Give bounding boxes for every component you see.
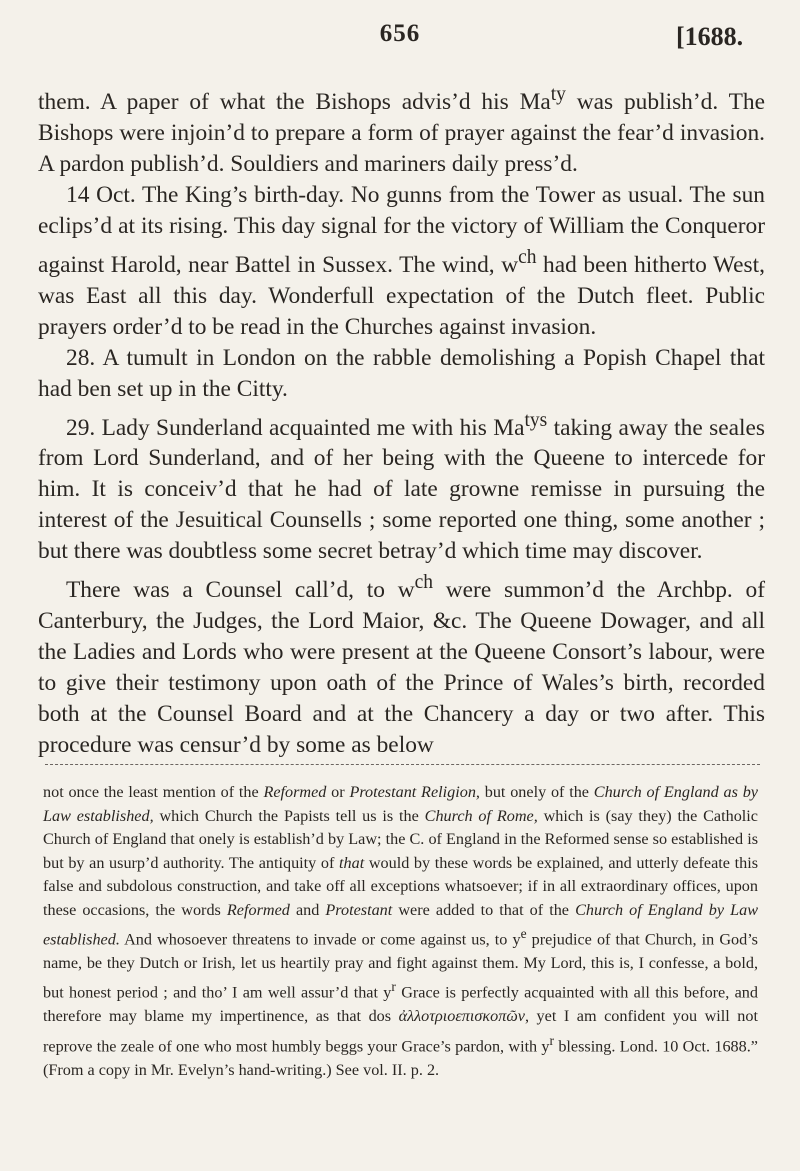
text-run: 29. Lady Sunderland acquainted me with his Ma	[66, 414, 525, 441]
text-run: was publish’d. The Bishops were injoin’d to prepare a form of prayer against the fear’d invasion. A pardon publish’d. Souldiers and mariners daily press’d.	[38, 88, 765, 177]
paragraph: 28. A tumult in London on the rabble demolishing a Popish Chapel that had ben set up in the Citty.	[38, 344, 765, 402]
superscript: ch	[518, 246, 537, 268]
superscript: e	[520, 926, 527, 941]
superscript: tys	[524, 409, 548, 431]
superscript: r	[391, 979, 396, 995]
text-run: not once the least mention of the	[43, 783, 264, 801]
italic-run: Church of Rome,	[424, 806, 538, 825]
text-run: , yet I am confident you will not reprove the zeale of one who most humbly beggs your Grace’s pardon, with y	[43, 1007, 758, 1056]
paragraph	[38, 180, 765, 343]
paragraph	[38, 405, 765, 568]
text-run: prejudice of that Church, in God’s name, be they Dutch or Irish, let us heartily pray and fight against them. My Lord, this is, I confesse, a bold, but honest period ; and tho’ I am well assur’d that y	[43, 930, 758, 1002]
italic-run: Protestant Religion,	[349, 783, 480, 801]
italic-run: Reformed	[226, 900, 290, 919]
paragraph	[38, 79, 765, 180]
text-run: would by these words be explained, and utterly defeate this false and subdolous construction, and take off all exceptions whatsoever; if in all extraordinary offices, upon these occasions, the words	[43, 853, 758, 919]
text-run: blessing. Lond. 10 Oct. 1688.” (From a copy in Mr. Evelyn’s hand-writing.) See vol. II. p. 2.	[43, 1037, 758, 1079]
italic-run: Church of England as by Law established,	[43, 783, 758, 825]
paragraph	[38, 567, 765, 761]
text-run: them. A paper of what the Bishops advis’d his Ma	[38, 88, 551, 115]
italic-run: Reformed	[263, 783, 327, 801]
greek-word: ἀλλοτριοεπισκοπῶν	[398, 1007, 525, 1026]
text-run: There was a Counsel call’d, to w	[66, 577, 415, 604]
text-run: had been hitherto West, was East all this day. Wonderfull expectation of the Dutch fleet. Public prayers order’d to be read in the Churches against invasion.	[38, 251, 766, 340]
text-run: And whosoever threatens to invade or come against us, to y	[119, 930, 521, 949]
main-text	[38, 79, 765, 761]
text-run: but onely of the	[479, 783, 594, 801]
text-run: which is (say they) the Catholic Church of England that onely is establish’d by Law; the C. of England in the Reformed sense so established is but by an usurp’d authority. The antiquity of	[43, 806, 758, 872]
text-run: 14 Oct. The King’s birth-day. No gunns from the Tower as usual. The sun eclips’d at its rising. This day signal for the victory of William the Conqueror against Harold, near Battel in Sussex. The wind, w	[38, 181, 765, 278]
italic-run: that	[339, 853, 365, 872]
page-number: 656	[379, 20, 421, 47]
text-run: or	[326, 783, 350, 801]
text-run: which Church the Papists tell us is the	[153, 806, 425, 825]
footnote-divider	[45, 764, 760, 765]
year-marker: [1688.	[676, 22, 744, 51]
superscript: ty	[550, 84, 566, 105]
text-run: Grace is perfectly acquainted with all this before, and therefore may blame my impertinence, as that dos	[43, 983, 758, 1026]
text-run: and	[289, 900, 326, 919]
text-run: were added to that of the	[392, 900, 576, 919]
footnote	[43, 781, 758, 1082]
text-run: were summon’d the Archbp. of Canterbury, the Judges, the Lord Maior, &c. The Queene Dowager, and all the Ladies and Lords who were present at the Queene Consort’s labour, were to give their testimony upon oath of the Prince of Wales’s birth, recorded both at the Counsel Board and at the Chancery a day or two after. This procedure was censur’d by some as below	[38, 577, 766, 759]
text-run: taking away the seales from Lord Sunderland, and of her being with the Queene to intercede for him. It is conceiv’d that he had of late growne remisse in pursuing the interest of the Jesuitical Counsells ; some reported one thing, some another ; but there was doubtless some secret betray’d which time may discover.	[38, 414, 765, 565]
italic-run: Church of England by Law established.	[43, 900, 758, 949]
italic-run: Protestant	[325, 900, 393, 919]
superscript: r	[549, 1032, 555, 1048]
superscript: ch	[414, 572, 434, 594]
